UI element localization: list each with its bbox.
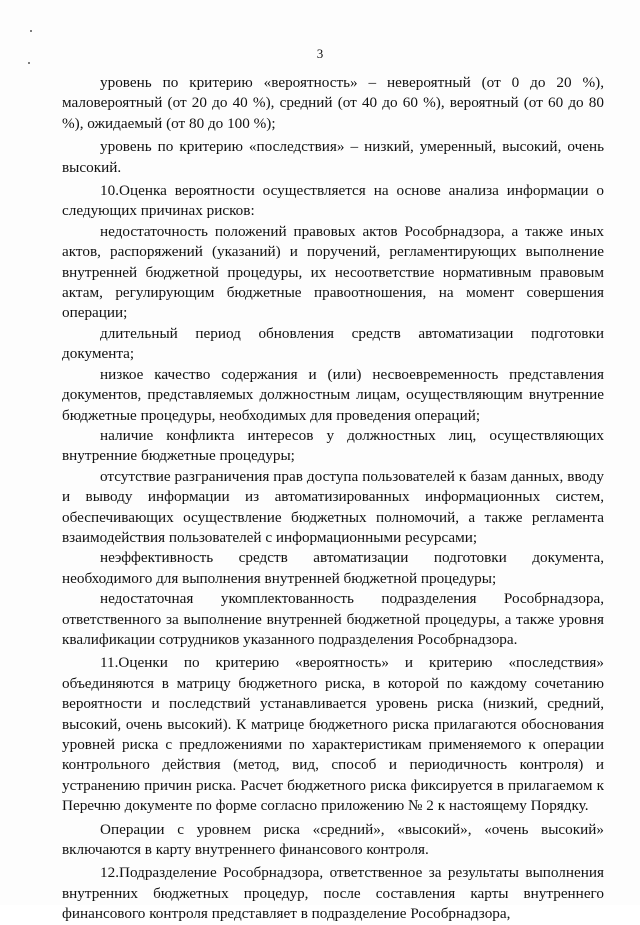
- document-body: [62, 73, 604, 925]
- paragraph-probability-levels: уровень по критерию «вероятность» – невероятный (от 0 до 20 %), маловероятный (от 20 до 40 %), средний (от 40 до 60 %), вероятный (от 60 до 80 %), ожидаемый (от 80 до 100 %);: [62, 74, 604, 132]
- paragraph-item-12: 12.Подразделение Рособрнадзора, ответственное за результаты выполнения внутренних бюджетных процедур, после составления карты внутреннего финансового контроля представляет в подразделение Рособрнадзора,: [62, 864, 604, 923]
- paragraph-risk-cause-2: длительный период обновления средств автоматизации подготовки документа;: [62, 324, 604, 363]
- paragraph-risk-operations: Операции с уровнем риска «средний», «высокий», «очень высокий» включаются в карту внутреннего финансового контроля.: [62, 820, 604, 859]
- paragraph-risk-cause-6: неэффективность средств автоматизации подготовки документа, необходимого для выполнения внутренней бюджетной процедуры;: [62, 549, 604, 587]
- paragraph-item-11: 11.Оценки по критерию «вероятность» и критерию «последствия» объединяются в матрицу бюджетного риска, в которой по каждому сочетанию вероятности и последствий устанавливается уровень риска (низкий, средний, высокий, очень высокий). К матрице бюджетного риска прилагаются обоснования уровней риска с предложениями по характеристикам применяемого к операции контрольного действия (метод, вид, способ и периодичность контроля) и устранению причин риска. Расчет бюджетного риска фиксируется в прилагаемом к Перечню документе по форме согласно приложению № 2 к настоящему Порядку.: [62, 654, 604, 815]
- scan-artifact-dot: [30, 30, 32, 32]
- scan-artifact-dot: [28, 62, 30, 64]
- page-number: 3: [316, 46, 324, 61]
- paragraph-risk-cause-1: недостаточность положений правовых актов Рособрнадзора, а также иных актов, распоряжений (указаний) и поручений, регламентирующих выполнение внутренней бюджетной процедуры, их несоответствие нормативным правовым актам, регулирующим бюджетные правоотношения, на момент совершения операции;: [62, 222, 604, 322]
- paragraph-risk-cause-4: наличие конфликта интересов у должностных лиц, осуществляющих внутренние бюджетные процедуры;: [62, 426, 604, 465]
- paragraph-risk-cause-7: недостаточная укомплектованность подразделения Рособрнадзора, ответственного за выполнение внутренней бюджетной процедуры, а также уровня квалификации сотрудников указанного подразделения Рособрнадзора.: [62, 590, 604, 648]
- paragraph-consequence-levels: уровень по критерию «последствия» – низкий, умеренный, высокий, очень высокий.: [62, 138, 604, 176]
- paragraph-item-10: 10.Оценка вероятности осуществляется на основе анализа информации о следующих причинах рисков:: [62, 182, 604, 220]
- paragraph-risk-cause-5: отсутствие разграничения прав доступа пользователей к базам данных, вводу и выводу информации из автоматизированных информационных систем, обеспечивающих осуществление бюджетных полномочий, а также регламента взаимодействия пользователей с информационными ресурсами;: [62, 467, 604, 546]
- paragraph-risk-cause-3: низкое качество содержания и (или) несвоевременность представления документов, представляемых должностным лицам, осуществляющим внутренние бюджетные процедуры, необходимых для проведения операций;: [62, 365, 604, 424]
